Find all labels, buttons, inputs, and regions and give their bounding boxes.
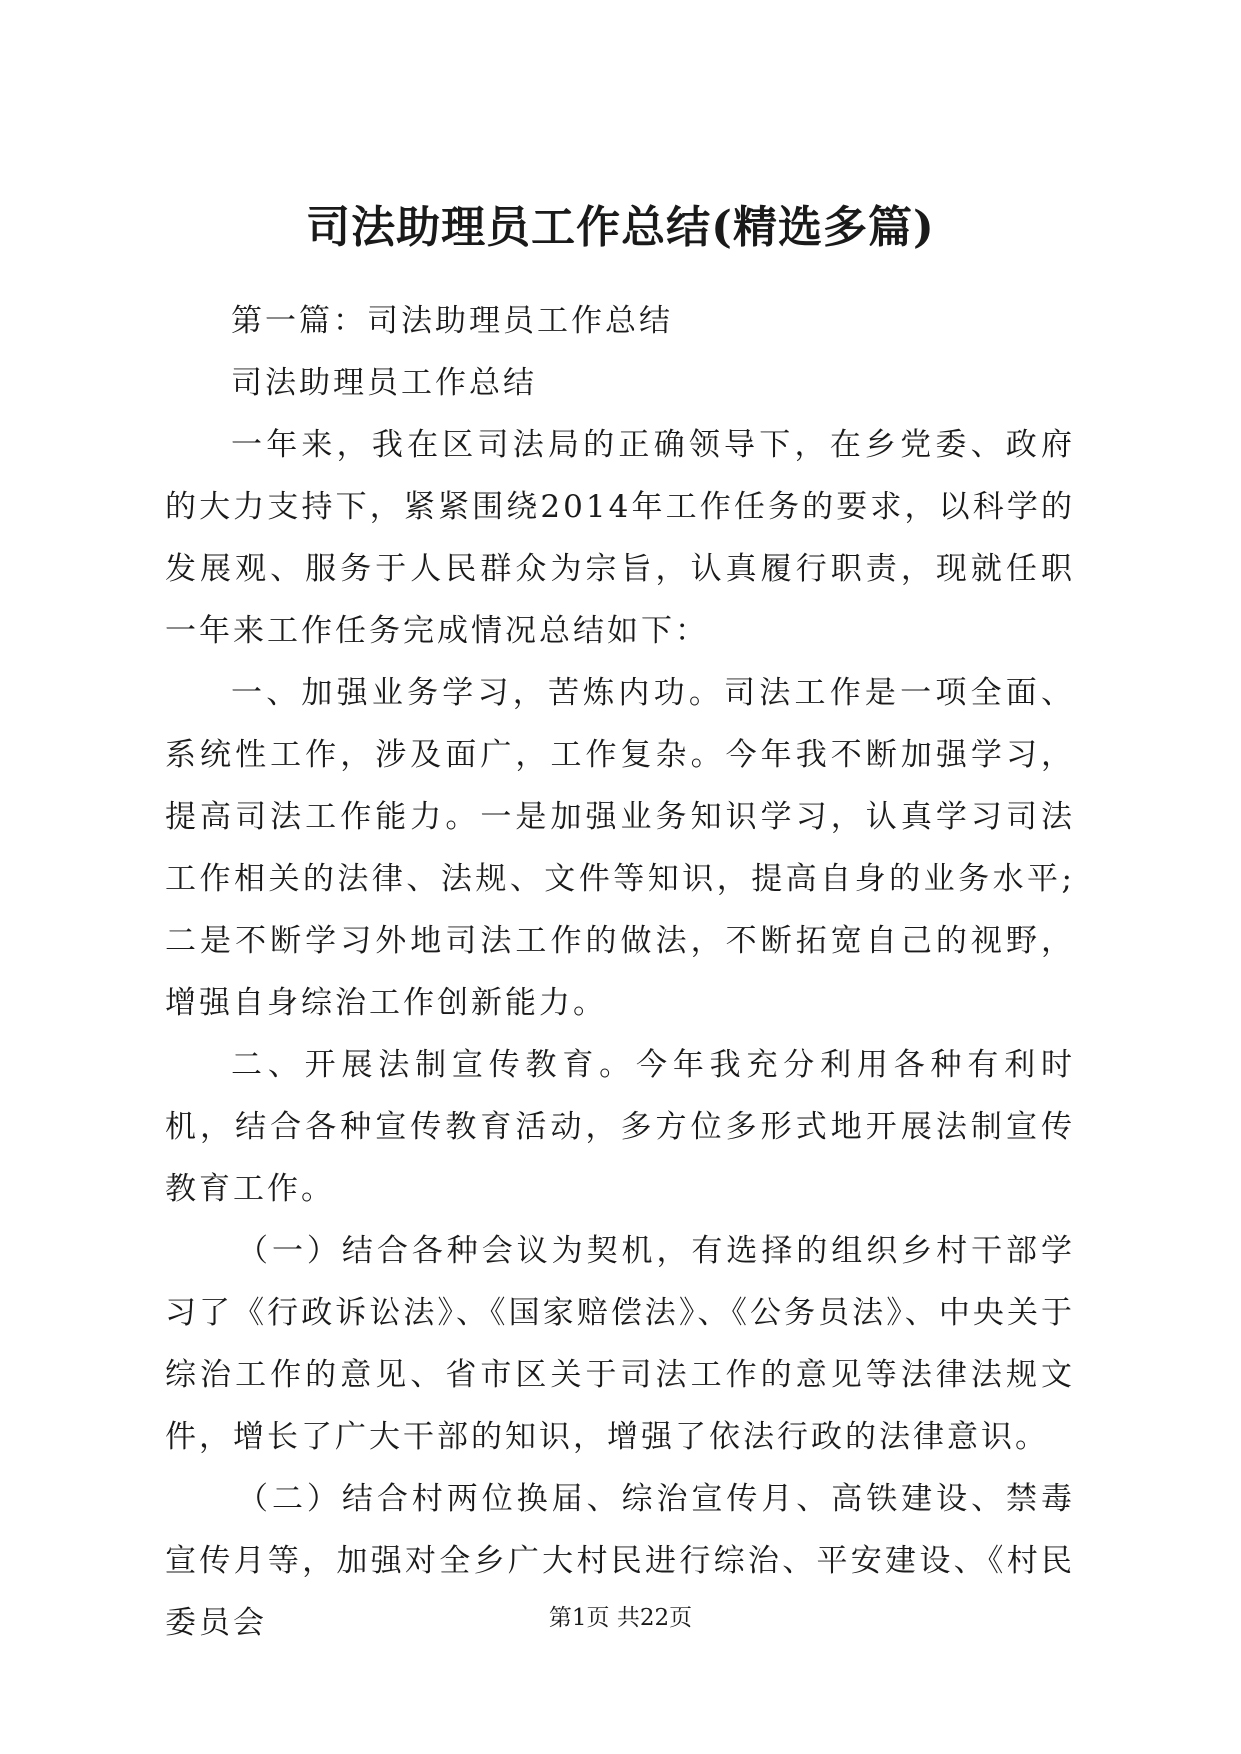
section-heading: 第一篇：司法助理员工作总结 bbox=[231, 303, 673, 339]
section-subtitle: 司法助理员工作总结 bbox=[231, 365, 537, 401]
paragraph: 一、加强业务学习，苦炼内功。司法工作是一项全面、系统性工作，涉及面广，工作复杂。今年我不断加强学习，提高司法工作能力。一是加强业务知识学习，认真学习司法工作相关的法律、法规、文件等知识，提高自身的业务水平;二是不断学习外地司法工作的做法，不断拓宽自己的视野，增强自身综治工作创新能力。 bbox=[165, 675, 1075, 1021]
paragraph: 二、开展法制宣传教育。今年我充分利用各种有利时机，结合各种宣传教育活动，多方位多形式地开展法制宣传教育工作。 bbox=[165, 1047, 1075, 1207]
page-indicator: 第1页 共22页 bbox=[548, 1605, 693, 1631]
document-title: 司法助理员工作总结(精选多篇) bbox=[306, 202, 935, 253]
paragraph: 一年来，我在区司法局的正确领导下，在乡党委、政府的大力支持下，紧紧围绕2014年工作任务的要求，以科学的发展观、服务于人民群众为宗旨，认真履行职责，现就任职一年来工作任务完成情况总结如下： bbox=[165, 427, 1075, 649]
paragraph: （一）结合各种会议为契机，有选择的组织乡村干部学习了《行政诉讼法》、《国家赔偿法》、《公务员法》、中央关于综治工作的意见、省市区关于司法工作的意见等法律法规文件，增长了广大干部的知识，增强了依法行政的法律意识。 bbox=[165, 1233, 1075, 1455]
paragraph: （二）结合村两位换届、综治宣传月、高铁建设、禁毒宣传月等，加强对全乡广大村民进行综治、平安建设、《村民委员会 bbox=[165, 1481, 1075, 1641]
document-body bbox=[165, 290, 1075, 1654]
